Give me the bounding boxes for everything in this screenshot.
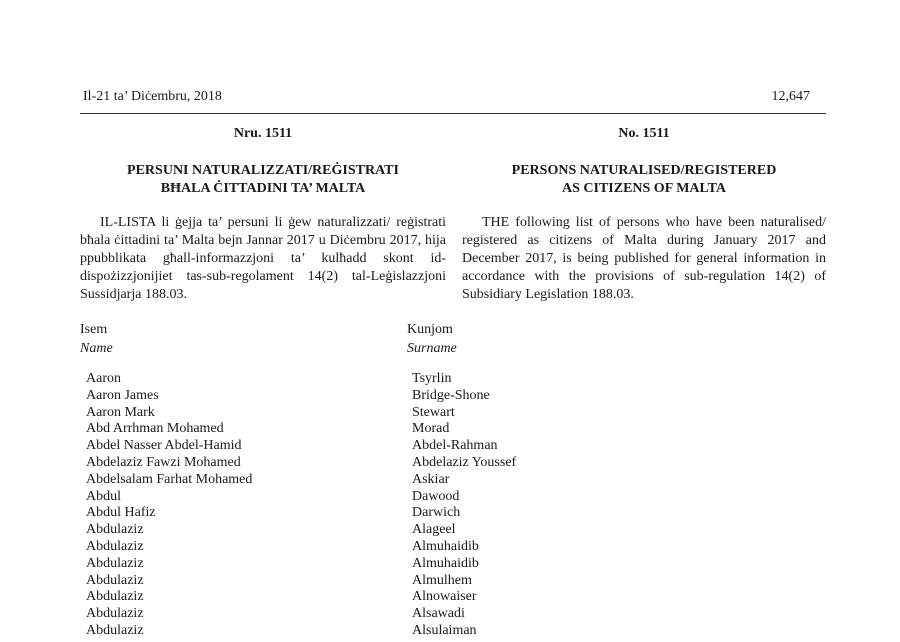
surname-item: Darwich (412, 505, 461, 521)
name-item: Aaron (86, 371, 121, 386)
notice-title-en-line2: AS CITIZENS OF MALTA (561, 181, 727, 196)
name-item: Abdelaziz Fawzi Mohamed (86, 454, 241, 470)
surname-item: Askiar (412, 471, 450, 487)
surname-item: Stewart (412, 404, 455, 420)
notice-title-en (462, 162, 826, 198)
surname-item: Abdelaziz Youssef (412, 454, 517, 470)
surname-item: Almulhem (412, 572, 472, 588)
surname-item: Alsulaiman (412, 622, 477, 638)
names-list (86, 371, 252, 640)
surname-header-en: Surname (407, 341, 457, 356)
surname-item: Alnowaiser (412, 589, 477, 605)
name-column-header (80, 320, 113, 358)
name-item: Aaron James (86, 387, 159, 403)
name-item: Abdulaziz (86, 522, 144, 538)
notice-number-mt: Nru. 1511 (233, 126, 293, 141)
gazette-date: Il-21 ta’ Diċembru, 2018 (83, 89, 222, 104)
surnames-list (412, 371, 516, 640)
notice-title-mt-line1: PERSUNI NATURALIZZATI/REĠISTRATI (127, 163, 399, 178)
surname-item: Morad (412, 421, 450, 437)
name-item: Abdulaziz (86, 606, 144, 622)
surname-header-mt: Kunjom (407, 322, 453, 337)
name-item: Abdel Nasser Abdel-Hamid (86, 438, 242, 454)
name-item: Abdulaziz (86, 572, 144, 588)
name-item: Abdul Hafiz (86, 505, 156, 521)
name-item: Abdulaziz (86, 555, 144, 571)
surname-item: Almuhaidib (412, 555, 479, 571)
surname-item: Tsyrlin (412, 371, 452, 386)
surname-item: Dawood (412, 488, 460, 504)
notice-body-en: THE following list of persons who have been naturalised/ registered as citizens of Malta during January 2017 and December 2017, is being published for general information in accordance with the provisions of sub-regulation 14(2) of Subsidiary Legislation 188.03. (462, 215, 826, 302)
surname-column-header (407, 320, 457, 358)
surname-item: Alageel (412, 522, 456, 538)
name-item: Abdelsalam Farhat Mohamed (86, 471, 253, 487)
name-item: Abdul (86, 488, 121, 504)
header-divider (80, 113, 826, 114)
name-item: Aaron Mark (86, 404, 155, 420)
notice-title-mt-line2: BĦALA ĊITTADINI TA’ MALTA (160, 181, 366, 196)
notice-body-mt: IL-LISTA li ġejja ta’ persuni li ġew naturalizzati/ reġistrati bħala ċittadini ta’ Malta bejn Jannar 2017 u Diċembru 2017, hija ppubblikata għall-informazzjoni ta’ kulħadd skont id-dispożizzjonijiet tas-sub-regolament 14(2) tal-Leġislazzjoni Sussidjarja 188.03. (80, 215, 446, 302)
surname-item: Bridge-Shone (412, 387, 490, 403)
notice-number-en: No. 1511 (618, 126, 670, 141)
surname-item: Almuhaidib (412, 538, 479, 554)
name-item: Abdulaziz (86, 538, 144, 554)
page-number: 12,647 (771, 89, 810, 104)
notice-title-mt (80, 162, 446, 198)
name-header-mt: Isem (80, 322, 108, 337)
name-header-en: Name (80, 341, 113, 356)
name-item: Abdulaziz (86, 622, 144, 638)
english-notice (462, 125, 826, 304)
name-item: Abdulaziz (86, 589, 144, 605)
notice-title-en-line1: PERSONS NATURALISED/REGISTERED (511, 163, 777, 178)
maltese-notice (80, 125, 446, 304)
name-item: Abd Arrhman Mohamed (86, 421, 224, 437)
surname-item: Abdel-Rahman (412, 438, 498, 454)
surname-item: Alsawadi (412, 606, 465, 622)
